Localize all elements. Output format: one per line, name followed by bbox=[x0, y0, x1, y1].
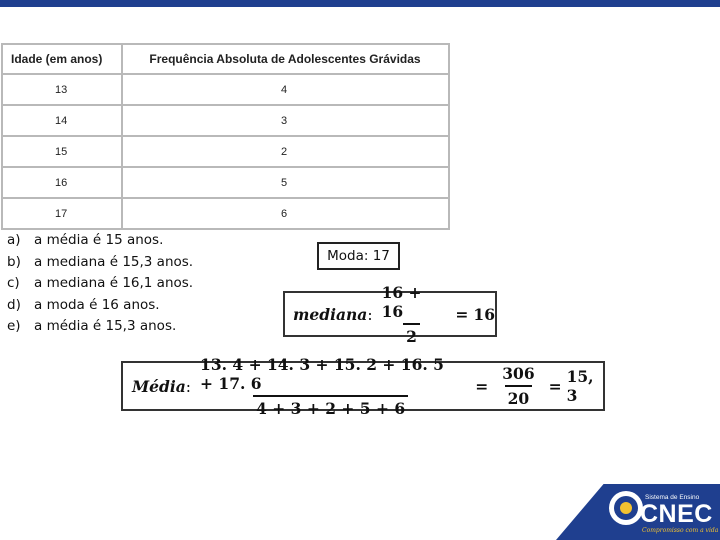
cnec-logo-dot bbox=[620, 502, 632, 514]
brand-tagline: Compromisso com a vida bbox=[642, 527, 719, 534]
table-cell-age: 16 bbox=[2, 167, 122, 198]
mediana-numerator: 16 + 16 bbox=[381, 282, 422, 321]
table-cell-frequency: 4 bbox=[122, 74, 449, 105]
table-cell-frequency: 2 bbox=[122, 136, 449, 167]
option-letter: e) bbox=[7, 318, 21, 334]
media-label: Média: bbox=[132, 376, 192, 396]
table-cell-frequency: 6 bbox=[122, 198, 449, 229]
column-header-frequency: Frequência Absoluta de Adolescentes Grávidas bbox=[122, 44, 449, 74]
media-sum: 306 bbox=[502, 364, 535, 383]
option-text: a média é 15 anos. bbox=[34, 232, 164, 248]
answer-option-e[interactable] bbox=[7, 316, 193, 338]
equals-sign: = bbox=[475, 376, 489, 396]
option-letter: a) bbox=[7, 232, 21, 248]
answer-option-d[interactable] bbox=[7, 295, 193, 317]
media-fraction bbox=[197, 355, 464, 418]
mediana-formula bbox=[283, 282, 497, 346]
media-formula bbox=[121, 354, 605, 418]
frequency-table bbox=[1, 43, 450, 230]
media-count: 20 bbox=[505, 385, 533, 408]
option-text: a média é 15,3 anos. bbox=[34, 318, 177, 334]
table-row bbox=[2, 167, 449, 198]
option-letter: d) bbox=[7, 296, 21, 313]
mediana-result: 16 bbox=[473, 304, 495, 324]
option-letter: b) bbox=[7, 253, 21, 270]
table-cell-frequency: 5 bbox=[122, 167, 449, 198]
table-row bbox=[2, 105, 449, 136]
brand-subtitle: Sistema de Ensino bbox=[645, 494, 700, 501]
option-text: a mediana é 15,3 anos. bbox=[34, 253, 194, 270]
table-cell-frequency: 3 bbox=[122, 105, 449, 136]
brand-name: CNEC bbox=[640, 500, 713, 528]
option-letter: c) bbox=[7, 275, 20, 291]
answer-options bbox=[7, 230, 193, 338]
answer-option-b[interactable] bbox=[7, 252, 193, 274]
mediana-denominator: 2 bbox=[403, 323, 420, 346]
media-numerator: 13. 4 + 14. 3 + 15. 2 + 16. 5 + 17. 6 bbox=[200, 354, 444, 393]
top-accent-bar bbox=[0, 0, 720, 7]
answer-option-a[interactable] bbox=[7, 230, 193, 252]
mediana-fraction bbox=[379, 283, 445, 346]
table-cell-age: 14 bbox=[2, 105, 122, 136]
media-fraction-simplified bbox=[499, 364, 537, 408]
table-row bbox=[2, 74, 449, 105]
table-header-row bbox=[2, 44, 449, 74]
equals-sign: = bbox=[455, 304, 469, 324]
media-denominator: 4 + 3 + 2 + 5 + 6 bbox=[253, 395, 408, 418]
answer-option-c[interactable] bbox=[7, 273, 193, 295]
equals-sign: = bbox=[548, 376, 562, 396]
media-result: 15, 3 bbox=[566, 367, 594, 405]
table-cell-age: 13 bbox=[2, 74, 122, 105]
option-text: a moda é 16 anos. bbox=[34, 296, 160, 313]
column-header-age: Idade (em anos) bbox=[2, 44, 122, 74]
table-cell-age: 17 bbox=[2, 198, 122, 229]
table-row bbox=[2, 198, 449, 229]
option-text: a mediana é 16,1 anos. bbox=[34, 275, 194, 291]
table-cell-age: 15 bbox=[2, 136, 122, 167]
moda-box: Moda: 17 bbox=[317, 242, 400, 270]
mediana-label: mediana: bbox=[293, 304, 373, 324]
table-row bbox=[2, 136, 449, 167]
